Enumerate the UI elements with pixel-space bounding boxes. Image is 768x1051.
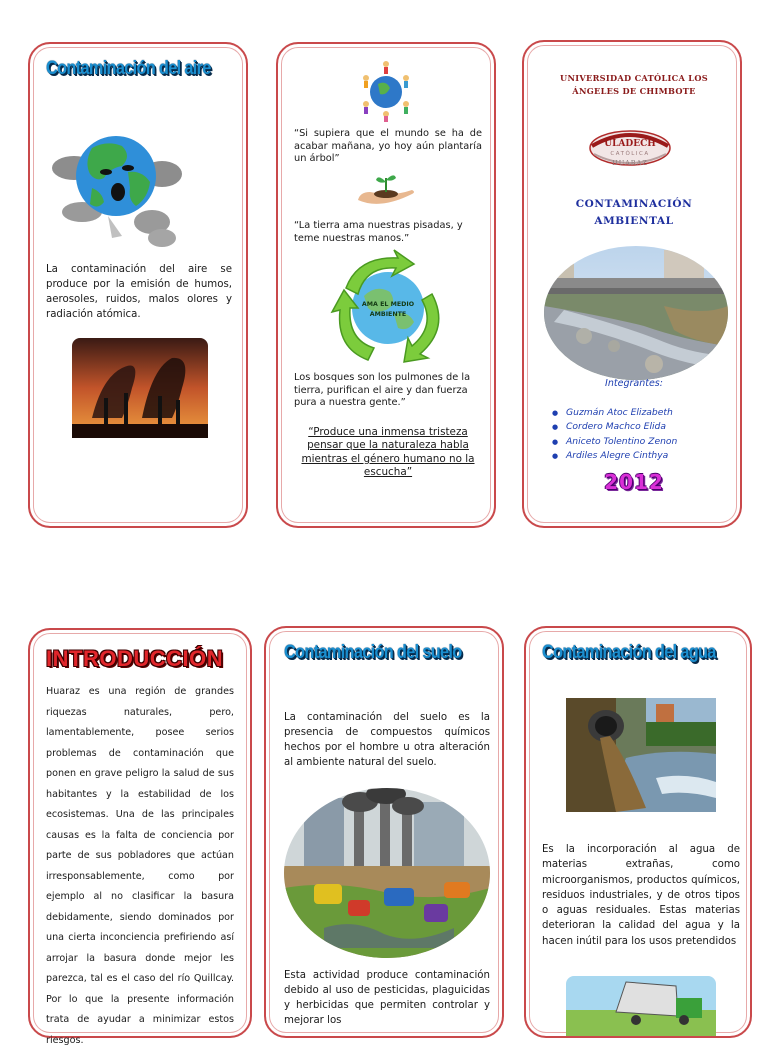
recycle-earth-image: [328, 248, 448, 372]
quote-bosques-pulmones: Los bosques son los pulmones de la tierra, purifican el aire y dan fuerza pura a nuestra gente.”: [294, 372, 471, 408]
member-item: ● Guzmán Atoc Elizabeth: [552, 406, 737, 420]
panel-portada: [522, 40, 742, 528]
recycle-label: AMA EL MEDIO AMBIENTE: [361, 301, 415, 318]
panel-title-introduccion: INTRODUCCIÓN: [46, 646, 224, 671]
logo-sub: CATÓLICA: [610, 151, 650, 157]
panel-contaminacion-aire: [28, 42, 248, 528]
children-around-world-icon: [360, 58, 412, 122]
factory-smoke-photo: [72, 338, 208, 438]
agua-description: Es la incorporación al agua de materias extrañas, como microorganismos, productos químicos, residuos industriales, y de otros tipos o aguas residuales. Estas materias deterioran la calidad del agua y la hacen inútil para los usos pretendidos: [542, 844, 740, 947]
quote-naturaleza-habla: “Produce una inmensa tristeza pensar que la naturaleza habla mientras el género humano no la escucha”: [301, 426, 475, 479]
subject-title: [536, 196, 732, 230]
panel-title-agua: Contaminación del agua: [542, 642, 716, 663]
panel-title-aire: Contaminación del aire: [46, 58, 211, 79]
members-label: Integrantes:: [605, 378, 663, 389]
members-list: [552, 406, 737, 464]
uladech-logo: [586, 126, 674, 174]
panel-title-suelo: Contaminación del suelo: [284, 642, 462, 663]
introduccion-text: Huaraz es una región de grandes riquezas naturales, pero, lamentablemente, posee serios problemas de contaminación que ponen en grave peligro la salud de sus habitantes y la estabilidad de los ecosistemas. Una de las principales causas es la falta de conciencia por parte de sus pobladores que actúan irresponsablemente, como por ejemplo al no clasificar la basura debidamente, siendo dominados por una cierta inconciencia prefiriendo así arrojar la basura donde mejor les parezca, tal es el caso del río Quillcay. Por lo que la presente información trata de ayudar a minimizar estos riesgos.: [46, 686, 234, 1046]
panel-introduccion: [28, 628, 252, 1046]
aire-description: La contaminación del aire se produce por la emisión de humos, aerosoles, ruidos, malos olores y radiación atómica.: [46, 264, 232, 320]
member-item: ● Ardiles Alegre Cinthya: [552, 449, 737, 463]
river-bridge-photo: [544, 246, 728, 380]
subject-line-2: AMBIENTAL: [594, 215, 674, 227]
year-label: 2012: [604, 470, 664, 494]
university-name: UNIVERSIDAD CATÓLICA LOS ÁNGELES DE CHIMBOTE: [560, 73, 708, 96]
suelo-description-2: Esta actividad produce contaminación debido al uso de pesticidas, plaguicidas y herbicidas que permiten controlar y mejorar los: [284, 970, 490, 1026]
panel-frases: [276, 42, 496, 528]
panel-contaminacion-suelo: [264, 626, 504, 1038]
soil-pollution-illustration: [284, 788, 490, 958]
member-item: ● Aniceto Tolentino Zenon: [552, 435, 737, 449]
quote-tierra-pisadas: “La tierra ama nuestras pisadas, y teme nuestras manos.”: [294, 220, 463, 244]
hand-with-sprout-icon: [350, 170, 420, 214]
sewage-pipe-photo: [566, 698, 716, 812]
sad-earth-illustration: [52, 126, 182, 246]
subject-line-1: CONTAMINACIÓN: [575, 198, 693, 210]
suelo-description: La contaminación del suelo es la presencia de compuestos químicos hechos por el hombre u otra alteración al ambiente natural del suelo.: [284, 712, 490, 768]
panel-contaminacion-agua: [524, 626, 752, 1038]
quote-plantar-arbol: “Si supiera que el mundo se ha de acabar mañana, yo hoy aún plantaría un árbol”: [294, 128, 482, 164]
logo-city: HUARAZ: [612, 159, 648, 167]
garbage-truck-image: [566, 976, 716, 1036]
logo-text: ULADECH: [604, 139, 656, 149]
member-item: ● Cordero Machco Elida: [552, 420, 737, 434]
